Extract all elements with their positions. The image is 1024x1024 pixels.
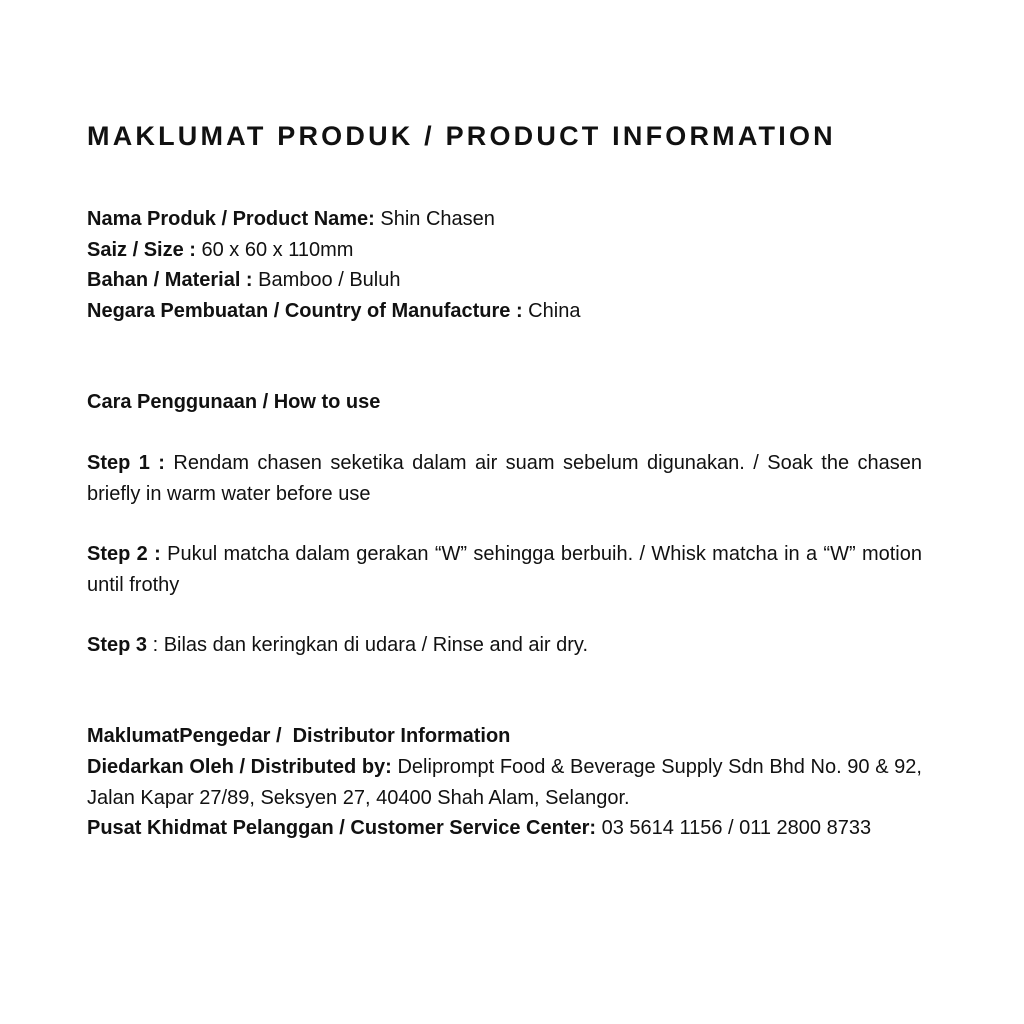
product-material-label: Bahan / Material :: [87, 269, 253, 291]
product-size-label: Saiz / Size :: [87, 239, 196, 261]
usage-step-2: [87, 539, 922, 600]
product-size-value: 60 x 60 x 110mm: [195, 239, 354, 261]
product-name-value: Shin Chasen: [374, 208, 495, 230]
step-3-label: Step 3: [87, 634, 148, 656]
distributed-by-value: Deliprompt Food & Beverage Supply Sdn Bhd No. 90 & 92, Jalan Kapar 27/89, Seksyen 27, 40400 Shah Alam, Selangor.: [87, 756, 922, 809]
page-title: MAKLUMAT PRODUK / PRODUCT INFORMATION: [87, 121, 836, 151]
distributed-by: [87, 752, 922, 813]
product-country-line: [87, 296, 922, 327]
step-1-text: Rendam chasen seketika dalam air suam sebelum digunakan. / Soak the chasen briefly in warm water before use: [87, 452, 922, 505]
product-material-value: Bamboo / Buluh: [252, 269, 401, 291]
product-country-label: Negara Pembuatan / Country of Manufacture :: [87, 300, 523, 322]
step-2-label: Step 2 :: [87, 543, 161, 565]
step-1-label: Step 1 :: [87, 452, 165, 474]
distributed-by-label: Diedarkan Oleh / Distributed by:: [87, 756, 392, 778]
product-name-line: [87, 204, 922, 235]
customer-service: [87, 813, 922, 844]
usage-heading-text: Cara Penggunaan / How to use: [87, 391, 381, 413]
usage-step-1: [87, 448, 922, 509]
product-name-label: Nama Produk / Product Name:: [87, 208, 375, 230]
product-country-value: China: [522, 300, 581, 322]
usage-heading: [87, 387, 922, 418]
usage-step-3: [87, 630, 922, 661]
step-3-text: : Bilas dan keringkan di udara / Rinse and air dry.: [147, 634, 589, 656]
distributor-heading-text: MaklumatPengedar / Distributor Information: [87, 725, 511, 747]
customer-service-label: Pusat Khidmat Pelanggan / Customer Service Center:: [87, 817, 597, 839]
product-size-line: [87, 235, 922, 266]
distributor-heading: [87, 721, 922, 752]
customer-service-value: 03 5614 1156 / 011 2800 8733: [596, 817, 872, 839]
step-2-text: Pukul matcha dalam gerakan “W” sehingga berbuih. / Whisk matcha in a “W” motion until frothy: [87, 543, 922, 596]
product-material-line: [87, 265, 922, 296]
